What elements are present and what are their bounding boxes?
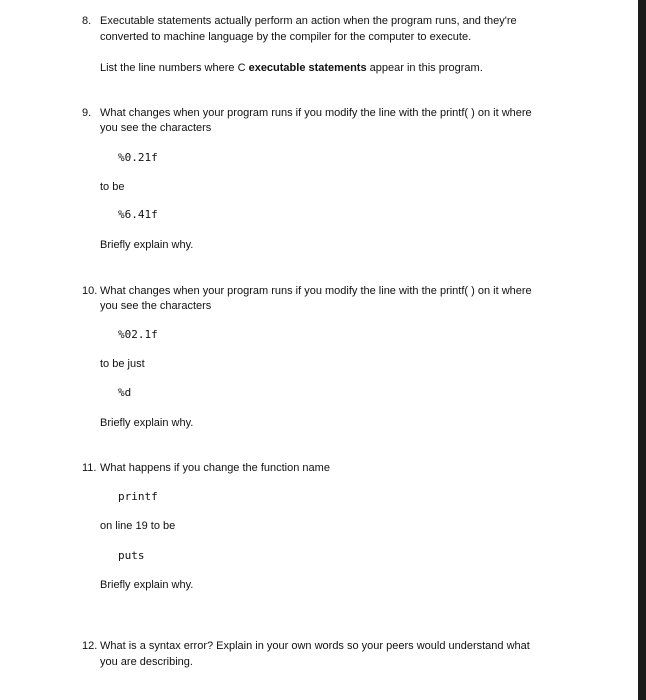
q9-number: 9. [82, 107, 92, 119]
q11-code-original: printf [118, 490, 158, 503]
q8-instruction [100, 61, 483, 75]
q8-instruction-post: appear in this program. [366, 62, 483, 74]
page-right-edge [638, 0, 646, 700]
q10-to-be-just: to be just [100, 358, 145, 370]
q10-code-original: %02.1f [118, 328, 158, 341]
q9-code-original: %0.21f [118, 151, 158, 164]
q8-instruction-bold: executable statements [248, 62, 367, 74]
q11-text-line1: What happens if you change the function name [100, 462, 330, 474]
q11-code-new: puts [118, 549, 145, 562]
q8-number: 8. [82, 15, 92, 27]
q10-text-line2: you see the characters [100, 300, 212, 312]
q10-text-line1: What changes when your program runs if you modify the line with the printf( ) on it where [100, 285, 532, 297]
q9-text-line2: you see the characters [100, 122, 212, 134]
q11-on-line: on line 19 to be [100, 520, 176, 532]
q12-number: 12. [82, 640, 98, 652]
q11-number: 11. [82, 462, 97, 474]
q9-to-be: to be [100, 181, 125, 193]
q8-text-line2: converted to machine language by the compiler for the computer to execute. [100, 31, 472, 43]
q10-code-new: %d [118, 386, 132, 399]
q9-explain: Briefly explain why. [100, 239, 194, 251]
q11-explain: Briefly explain why. [100, 579, 194, 591]
q10-explain: Briefly explain why. [100, 417, 194, 429]
q8-text-line1: Executable statements actually perform an action when the program runs, and they're [100, 15, 517, 27]
q8-instruction-pre: List the line numbers where C [100, 62, 249, 74]
q10-number: 10. [82, 285, 98, 297]
q12-text-line2: you are describing. [100, 656, 193, 668]
q9-code-new: %6.41f [118, 208, 158, 221]
q9-text-line1: What changes when your program runs if you modify the line with the printf( ) on it where [100, 107, 532, 119]
q12-text-line1: What is a syntax error? Explain in your own words so your peers would understand what [100, 640, 530, 652]
